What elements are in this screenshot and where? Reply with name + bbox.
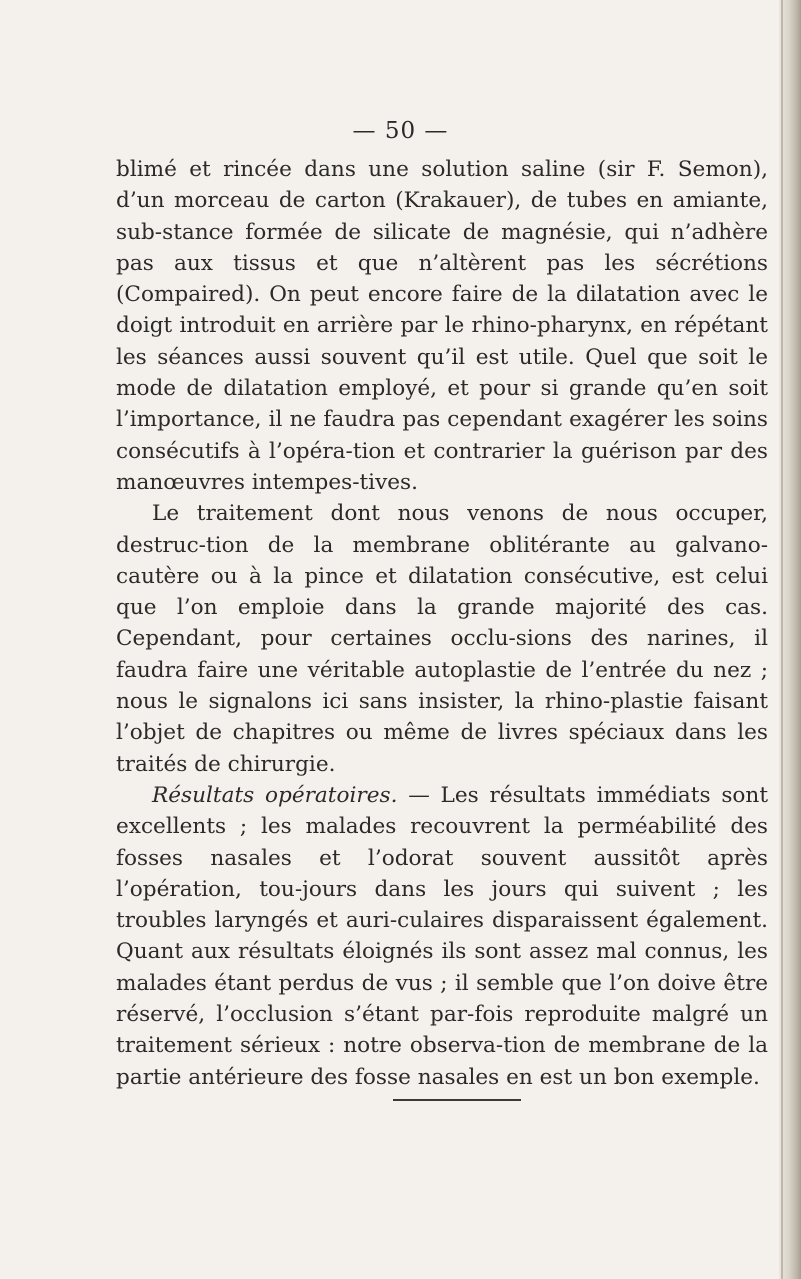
section-title-resultats: Résultats opératoires. [152, 782, 398, 808]
page-number: — 50 — [352, 118, 449, 144]
paragraph-1: blimé et rincée dans une solution saline (sir F. Semon), d’un morceau de carton (Krakauer), de tubes en amiante, sub-stance formée de silicate de magnésie, qui n’adhère pas aux tissus et que n’altèrent pas les sécrétions (Compaired). On peut encore faire de la dilatation avec le doigt introduit en arrière par le rhino-pharynx, en répétant les séances aussi souvent qu’il est utile. Quel que soit le mode de dilatation employé, et pour si grande qu’en soit l’importance, il ne faudra pas cependant exagérer les soins consécutifs à l’opéra-tion et contrarier la guérison par des manœuvres intempes-tives. [116, 157, 768, 495]
paragraph-3-text: — Les résultats immédiats sont excellents ; les malades recouvrent la perméabilité des fosses nasales et l’odorat souvent aussitôt après l’opération, tou-jours dans les jours qui suivent ; les troubles laryngés et auri-culaires disparaissent également. Quant aux résultats éloignés ils sont assez mal connus, les malades étant perdus de vus ; il semble que l’on doive être réservé, l’occlusion s’étant par-fois reproduite malgré un traitement sérieux : notre observa-tion de membrane de la partie antérieure des fosse nasales en est un bon exemple. [116, 782, 768, 1090]
paragraph-2: Le traitement dont nous venons de nous occuper, destruc-tion de la membrane oblitérante au galvano-cautère ou à la pince et dilatation consécutive, est celui que l’on emploie dans la grande majorité des cas. Cependant, pour certaines occlu-sions des narines, il faudra faire une véritable autoplastie de l’entrée du nez ; nous le signalons ici sans insister, la rhino-plastie faisant l’objet de chapitres ou même de livres spéciaux dans les traités de chirurgie. [116, 501, 768, 777]
body-text [116, 154, 768, 1093]
page-edge-line [781, 0, 783, 1279]
paragraph-3 [116, 780, 768, 1093]
end-rule [393, 1099, 521, 1101]
